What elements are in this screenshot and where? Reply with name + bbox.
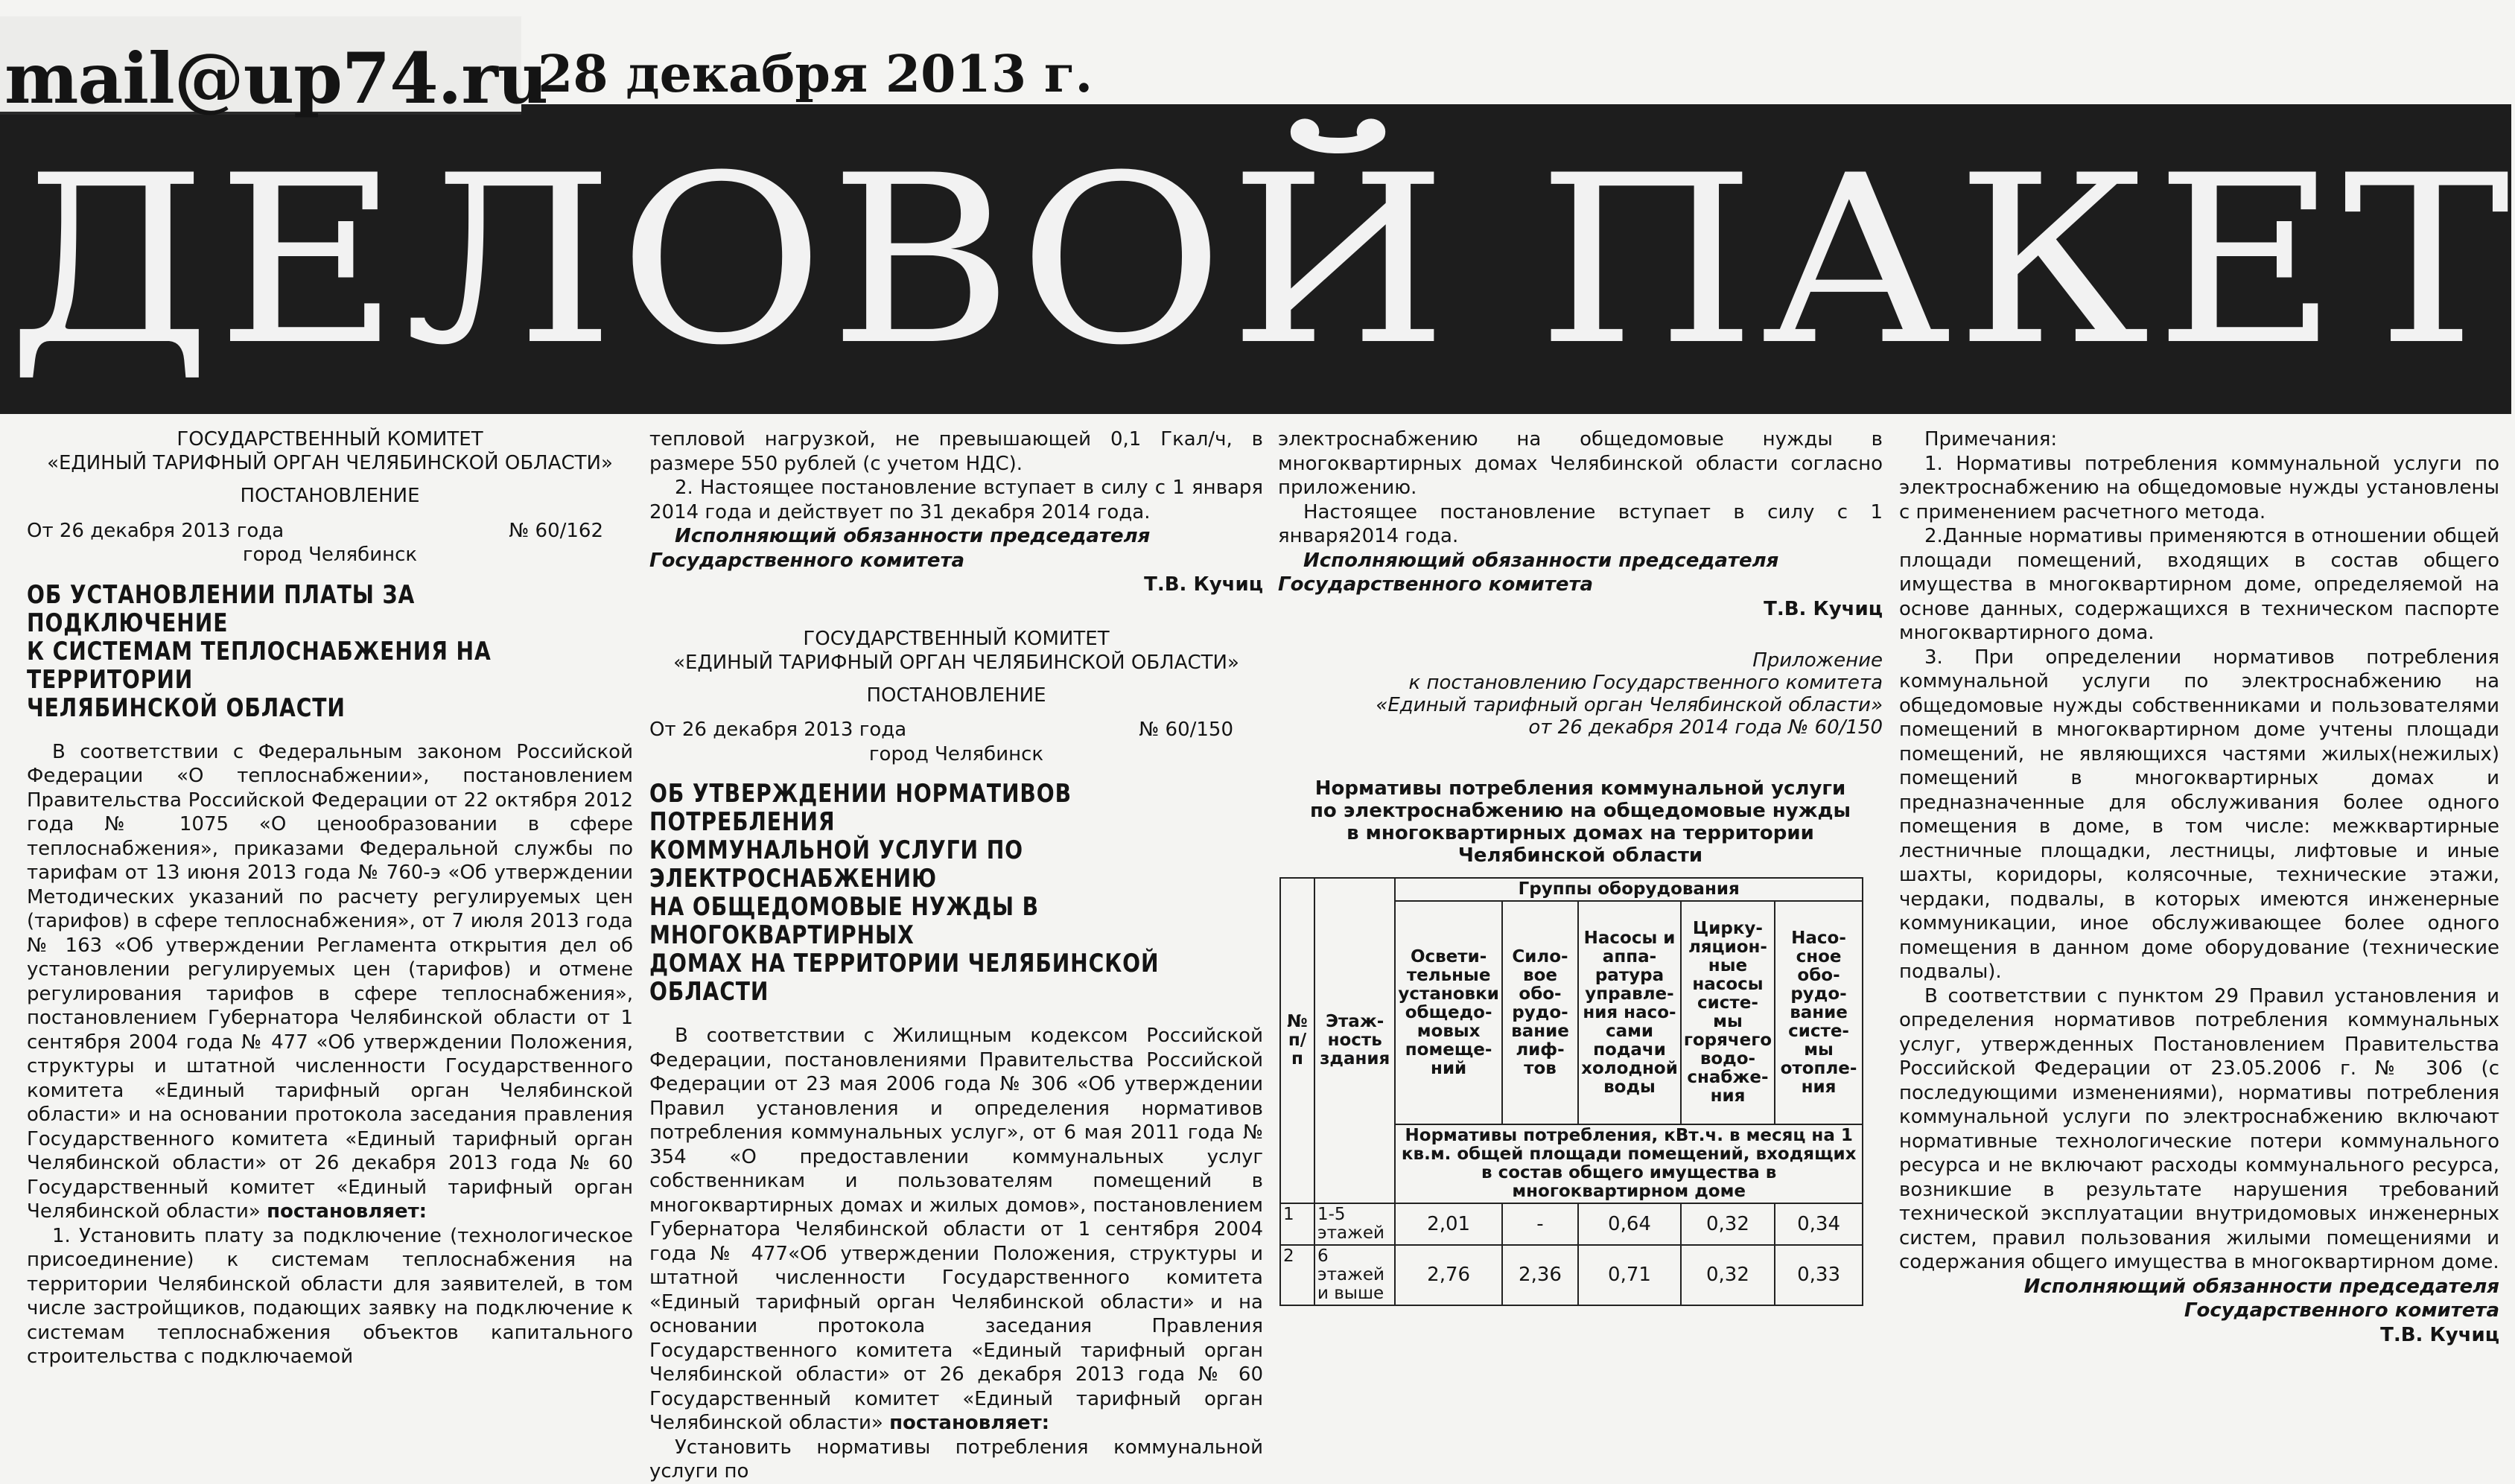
norms-table (1279, 877, 1863, 1306)
appendix-line4: от 26 декабря 2014 года № 60/150 (1528, 716, 1883, 739)
doc2-number: № 60/150 (1139, 719, 1233, 741)
doc2-paragraph-2: Установить нормативы потребления коммунальной услуги по (649, 1436, 1263, 1483)
table-title-line4: Челябинской области (1457, 844, 1703, 867)
doc2-headline-line4: ДОМАХ НА ТЕРРИТОРИИ ЧЕЛЯБИНСКОЙ ОБЛАСТИ (649, 949, 1160, 1007)
doc1-headline-line3: ЧЕЛЯБИНСКОЙ ОБЛАСТИ (27, 692, 346, 723)
doc1-org-line1: ГОСУДАРСТВЕННЫЙ КОМИТЕТ (177, 428, 483, 450)
doc2-headline (649, 780, 1239, 1006)
doc1-type: ПОСТАНОВЛЕНИЕ (240, 485, 420, 507)
doc1-headline-line1: ОБ УСТАНОВЛЕНИИ ПЛАТЫ ЗА ПОДКЛЮЧЕНИЕ (27, 579, 416, 638)
doc2-continuation: электроснабжению на общедомовые нужды в многоквартирных домах Челябинской области согласно приложению. (1278, 428, 1883, 499)
masthead-email: mail@up74.ru (4, 38, 548, 120)
column-4 (1899, 427, 2499, 1346)
header-equipment-groups: Группы оборудования (1395, 878, 1863, 901)
row2-cold-water: 0,71 (1578, 1245, 1681, 1305)
doc1-org (27, 427, 633, 475)
note-4: В соответствии с пунктом 29 Правил установления и определения нормативов потребления коммунальных услуг, утвержденных Постановлением Правительства Российской Федерации от 23.05.2006 г. № 306 (с последующими изменениями), нормативы потребления коммунальной услуги по электроснабжению включают нормативные технологические потери коммунального ресурса и не включают расходы коммунального ресурса, возникшие в результате нарушения требований технической эксплуатации внутридомовых инженерных систем, правил пользования жилыми помещениями и содержания общего имущества в многоквартирном доме. (1899, 984, 2499, 1273)
doc1-paragraph-3: 2. Настоящее постановление вступает в силу с 1 января 2014 года и действует по 31 декабря 2014 года. (649, 477, 1263, 523)
row1-cold-water: 0,64 (1578, 1203, 1681, 1245)
doc2-city: город Челябинск (868, 742, 1044, 765)
masthead-band (521, 104, 2511, 112)
column-1 (27, 427, 633, 1368)
header-num: № п/п (1280, 878, 1314, 1203)
email-box (0, 16, 548, 120)
doc2-org-line1: ГОСУДАРСТВЕННЫЙ КОМИТЕТ (803, 627, 1110, 650)
appendix-line1: Приложение (1752, 649, 1883, 672)
appendix-line3: «Единый тарифный орган Челябинской области» (1376, 694, 1883, 716)
appendix-line2: к постановлению Государственного комитета (1408, 672, 1883, 694)
table-row (1280, 1245, 1863, 1305)
note-1: 1. Нормативы потребления коммунальной услуги по электроснабжению на общедомовые нужды установлены с применением расчетного метода. (1899, 452, 2499, 523)
newspaper-title: ДЕЛОВОЙ ПАКЕТ (7, 125, 2515, 396)
doc1-resolves: постановляет: (267, 1200, 427, 1223)
table-title (1300, 777, 1860, 867)
doc1-org-line2: «ЕДИНЫЙ ТАРИФНЫЙ ОРГАН ЧЕЛЯБИНСКОЙ ОБЛАСТИ» (47, 452, 613, 474)
row2-floors: 6 этажей и выше (1314, 1245, 1395, 1305)
doc2-signer: Исполняющий обязанности председателя Государственного комитета (1278, 549, 1779, 596)
doc1-para1-text: В соответствии с Федеральным законом Российской Федерации «О теплоснабжении», постановлением Правительства Российской Федерации от 22 октября 2012 года № 1075 «О ценообразовании в сфере теплоснабжения», приказами Федеральной службы по тарифам от 13 июня 2013 года № 760-э «Об утверждении Методических указаний по расчету регулируемых цен (тарифов) в сфере теплоснабжения», от 7 июля 2013 года № 163 «Об утверждении Регламента открытия дел об установлении регулируемых цен (тарифов) и отмене регулирования тарифов в сфере теплоснабжения», постановлением Губернатора Челябинской области от 1 сентября 2004 года № 477 «Об утверждении Положения, структуры и штатной численности Государственного комитета «Единый тарифный орган Челябинской области» и на основании протокола заседания правления Государственного комитета «Единый тарифный орган Челябинской области» от 26 декабря 2013 года № 60 Государственный комитет «Единый тарифный орган Челябинской области» (27, 740, 633, 1223)
column-3 (1278, 427, 1883, 1303)
row1-hot-water: 0,32 (1681, 1203, 1775, 1245)
table-title-line2: по электроснабжению на общедомовые нужды (1309, 800, 1851, 822)
header-heating-pumps: Насо-сное обо-рудо-вание систе-мы отопле-ния (1775, 901, 1863, 1124)
doc2-paragraph-3: Настоящее постановление вступает в силу с 1 января2014 года. (1278, 500, 1883, 547)
header-cold-water-pumps: Насосы и аппа-ратура управле-ния насо-сами подачи холодной воды (1578, 901, 1681, 1124)
row1-floors: 1-5 этажей (1314, 1203, 1395, 1245)
notes-title: Примечания: (1924, 428, 2058, 450)
doc2-org (649, 627, 1263, 675)
masthead-date: 28 декабря 2013 г. (538, 45, 1093, 104)
doc1-continuation: тепловой нагрузкой, не превышающей 0,1 Гкал/ч, в размере 550 рублей (с учетом НДС). (649, 428, 1263, 475)
note-2: 2.Данные нормативы применяются в отношении общей площади помещений, входящих в состав общего имущества в многоквартирном доме, определяемой на основе данных, содержащихся в техническом паспорте многоквартирного дома. (1899, 525, 2499, 644)
doc1-city: город Челябинск (242, 544, 418, 566)
row1-heating: 0,34 (1775, 1203, 1863, 1245)
doc2-dateline (649, 718, 1263, 742)
masthead (0, 0, 2515, 414)
doc2-org-line2: «ЕДИНЫЙ ТАРИФНЫЙ ОРГАН ЧЕЛЯБИНСКОЙ ОБЛАСТИ» (673, 651, 1239, 674)
table-title-line3: в многоквартирных домах на территории (1346, 822, 1814, 844)
row1-lighting: 2,01 (1395, 1203, 1501, 1245)
doc2-signer-name: Т.В. Кучиц (1764, 597, 1883, 620)
column-2 (649, 427, 1263, 1483)
notes-signer-line1: Исполняющий обязанности председателя (2023, 1275, 2499, 1298)
header-floors: Этаж-ность здания (1314, 878, 1395, 1203)
doc1-headline (27, 581, 616, 722)
row2-num: 2 (1280, 1245, 1314, 1305)
doc1-paragraph-1 (27, 740, 633, 1224)
doc1-signer: Исполняющий обязанности председателя Государственного комитета (649, 525, 1151, 572)
notes-signer-line2: Государственного комитета (2184, 1299, 2499, 1322)
doc2-type: ПОСТАНОВЛЕНИЕ (866, 684, 1046, 707)
doc1-date: От 26 декабря 2013 года (27, 519, 284, 542)
row2-lighting: 2,76 (1395, 1245, 1501, 1305)
doc2-paragraph-1 (649, 1024, 1263, 1436)
header-lighting: Освети-тельные установки общедо-мовых помеще-ний (1395, 901, 1501, 1124)
table-title-line1: Нормативы потребления коммунальной услуги (1314, 777, 1846, 800)
doc1-number: № 60/162 (509, 519, 603, 542)
row1-elevators: - (1502, 1203, 1578, 1245)
table-header-row-1 (1280, 878, 1863, 901)
row2-hot-water: 0,32 (1681, 1245, 1775, 1305)
doc2-para1-text: В соответствии с Жилищным кодексом Российской Федерации, постановлениями Правительства Российской Федерации от 23 мая 2006 года № 306 «Об утверждении Правил установления и определения нормативов потребления коммунальных услуг», от 6 мая 2011 года № 354 «О предоставлении коммунальных услуг собственникам и пользователям помещений в многоквартирных домах и жилых домов», постановлением Губернатора Челябинской области от 1 сентября 2004 года № 477«Об утверждении Положения, структуры и штатной численности Государственного комитета «Единый тарифный орган Челябинской области» и на основании протокола заседания Правления Государственного комитета «Единый тарифный орган Челябинской области» от 26 декабря 2013 года № 60 Государственный комитет «Единый тарифный орган Челябинской области» (649, 1025, 1263, 1434)
appendix-header (1278, 649, 1883, 739)
table-row (1280, 1203, 1863, 1245)
doc2-resolves: постановляет: (889, 1412, 1050, 1434)
header-hot-water-pumps: Цирку-ляцион-ные насосы систе-мы горячего водо-снабже-ния (1681, 901, 1775, 1124)
row2-elevators: 2,36 (1502, 1245, 1578, 1305)
header-elevators: Сило-вое обо-рудо-вание лиф-тов (1502, 901, 1578, 1124)
notes-signer-name: Т.В. Кучиц (2380, 1323, 2499, 1346)
row1-num: 1 (1280, 1203, 1314, 1245)
doc2-headline-line1: ОБ УТВЕРЖДЕНИИ НОРМАТИВОВ ПОТРЕБЛЕНИЯ (649, 779, 1072, 837)
doc2-headline-line2: КОММУНАЛЬНОЙ УСЛУГИ ПО ЭЛЕКТРОСНАБЖЕНИЮ (649, 835, 1024, 894)
doc1-dateline (27, 519, 633, 544)
doc2-headline-line3: НА ОБЩЕДОМОВЫЕ НУЖДЫ В МНОГОКВАРТИРНЫХ (649, 892, 1039, 950)
note-3: 3. При определении нормативов потребления коммунальной услуги по электроснабжению на общедомовые нужды собственниками и пользователями помещений в многоквартирном доме учтены площади помещений, не являющихся частями жилых(нежилых) помещений в многоквартирных домах и предназначенные для обслуживания более одного помещения в доме, в том числе: межквартирные лестничные площадки, лестницы, лифтовые и иные шахты, коридоры, колясочные, технические этажи, чердаки, подвалы, в которых имеются инженерные коммуникации, иное обслуживающее более одного помещения в данном доме оборудование (технические подвалы). (1899, 646, 2499, 983)
row2-heating: 0,33 (1775, 1245, 1863, 1305)
doc1-signer-name: Т.В. Кучиц (1144, 573, 1263, 596)
header-norms: Нормативы потребления, кВт.ч. в месяц на 1 кв.м. общей площади помещений, входящих в состав общего имущества в многоквартирном доме (1395, 1124, 1863, 1203)
doc2-date: От 26 декабря 2013 года (649, 719, 907, 741)
doc1-headline-line2: К СИСТЕМАМ ТЕПЛОСНАБЖЕНИЯ НА ТЕРРИТОРИИ (27, 636, 492, 695)
doc1-paragraph-2: 1. Установить плату за подключение (технологическое присоединение) к системам теплоснабжения на территории Челябинской области для заявителей, в том числе застройщиков, подающих заявку на подключение к системам теплоснабжения объектов капитального строительства с подключаемой (27, 1224, 633, 1368)
